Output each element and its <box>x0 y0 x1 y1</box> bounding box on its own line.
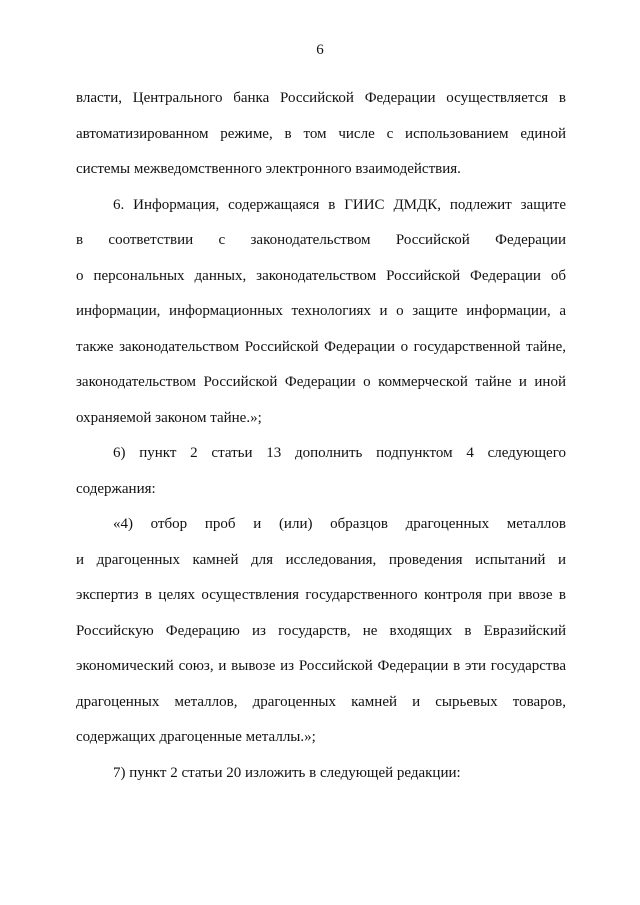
text-line: о персональных данных, законодательством Российской Федерации об <box>76 267 566 284</box>
page-number: 6 <box>316 42 324 58</box>
text-line: законодательством Российской Федерации о коммерческой тайне и иной <box>76 374 566 390</box>
text-line: 6. Информация, содержащаяся в ГИИС ДМДК, подлежит защите <box>113 196 566 213</box>
text-line: «4) отбор проб и (или) образцов драгоценных металлов <box>113 516 566 532</box>
text-line: и драгоценных камней для исследования, проведения испытаний и <box>76 551 566 568</box>
text-line: драгоценных металлов, драгоценных камней и сырьевых товаров, <box>76 693 566 710</box>
text-line: также законодательством Российской Федерации о государственной тайне, <box>76 338 566 355</box>
text-line: содержания: <box>76 480 156 497</box>
text-line: охраняемой законом тайне.»; <box>76 409 262 426</box>
text-line: экономический союз, и вывозе из Российской Федерации в эти государства <box>76 658 566 674</box>
text-line: автоматизированном режиме, в том числе с использованием единой <box>76 125 566 142</box>
text-line: в соответствии с законодательством Российской Федерации <box>76 232 566 248</box>
text-line: содержащих драгоценные металлы.»; <box>76 729 316 745</box>
text-line: 7) пункт 2 статьи 20 изложить в следующей редакции: <box>113 764 461 781</box>
text-line: системы межведомственного электронного взаимодействия. <box>76 161 461 177</box>
text-line: экспертиз в целях осуществления государственного контроля при ввозе в <box>76 587 566 603</box>
text-line: Российскую Федерацию из государств, не входящих в Евразийский <box>76 622 566 639</box>
text-line: власти, Центрального банка Российской Федерации осуществляется в <box>76 90 566 106</box>
text-line: 6) пункт 2 статьи 13 дополнить подпунктом 4 следующего <box>113 445 566 461</box>
document-body <box>76 81 566 791</box>
text-line: информации, информационных технологиях и о защите информации, а <box>76 303 566 319</box>
